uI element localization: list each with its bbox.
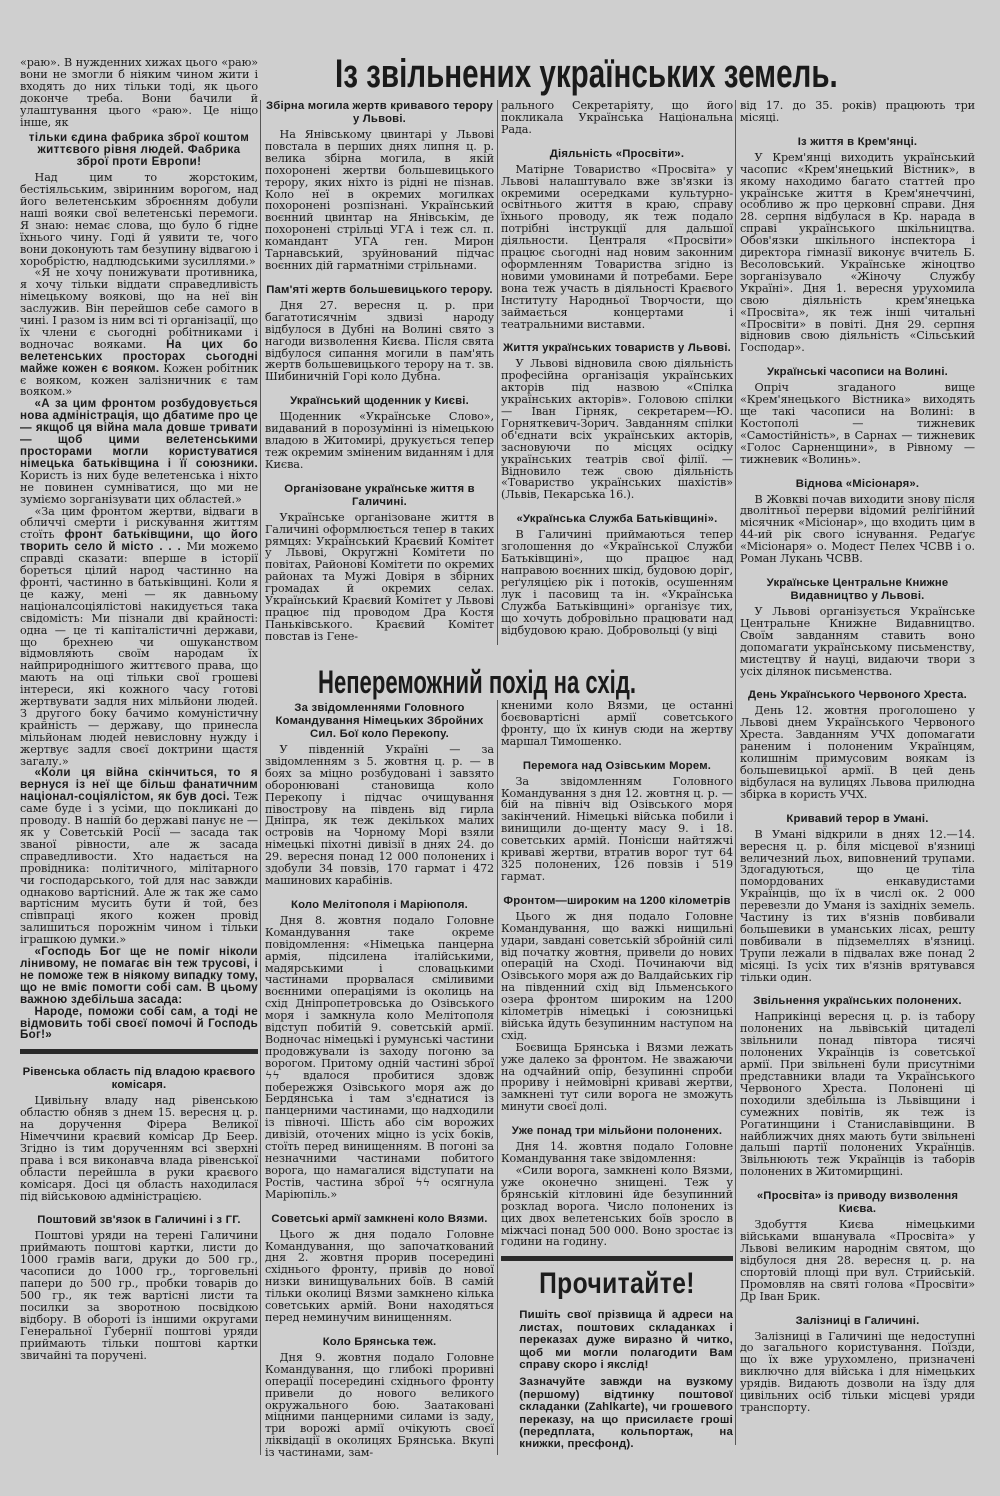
article-heading: Рівенська область під владою краєвого комісаря. [22,1066,256,1092]
text-run: Над цим то жорстоким, бестіяльським, звіринним ворогом, над його велетенським зброєнням добули наші вояки свої велетенські перемоги. Я знаю: немає слова, що було б гідне їхнього чину. Годі й уявити те, чого вони доконують там безупину відвагою і хоробрістю, надлюдськими зусиллями.» [20,171,258,268]
article-paragraph [740,1331,975,1414]
article-paragraph [501,100,733,136]
text-run: В Галичині приймаються тепер зголошення до «Української Служби Батьківщині», що працює над направою воєнних шкід, будовою доріг, реґуляцією рік і потоків, осушенням лук і пасовищ та ін. «Українська Служба Батьківщині» організує тих, що хочуть добровільно працювати над відбудовою краю. Добровольці (у віці [501,528,733,637]
article-paragraph [20,767,258,946]
article-paragraph [265,915,494,1201]
article-paragraph [265,129,494,272]
article-paragraph [20,1095,258,1202]
column-2-top [265,88,494,646]
text-run: У Львові організується Українське Центральне Книжне Видавництво. Своїм завданням ставить воно допомагати українському письменству, мистецтву й науці, видаючи твори з усіх ділянок письменства. [740,605,975,678]
article-paragraph [501,164,733,331]
article-paragraph [20,946,258,1006]
text-run: Дня 9. жовтня подало Головне Командування, що глибокі проривні операції посередині східнього фронту привели до нового великого окружального бою. Заатаковані міцними панцерними силами із заду, три ворожі армії очікують своєї ліквідації в околицях Брянська. Вкупі із частинами, зам- [265,1350,494,1460]
article-paragraph [740,1219,975,1302]
text-run: В Умані відкрили в днях 12.—14. вересня ц. р. біля місцевої в'язниці величезний льох, виповнений трупами. Здогадуються, що це тіла помордованих енкавудистами Українців, що їх в числі ок. 2 000 перевезли до Уманя із західніх земель. Частину із тих в'язнів повбивали большевики в уманських лісах, решту повбивали в підземеллях в'язниці. Трупи лежали в підвалах вже понад 2 місяці. Із усіх тих в'язнів врятувався тільки один. [740,827,975,984]
text-run: «Сили ворога, замкнені коло Вязми, уже оконечно знищені. Теж у брянській кітловині йде безупинний розклад ворога. Число полонених із цих двох велетенських боїв зросло в міжчасі понад 500 000. Воно зростає із години на годину. [501,1164,733,1249]
bold-text: «Коли ця війна скінчиться, то я вернуся із неї ще більш фанатичним націонал-соціялістом, як був досі. [20,766,258,804]
text-run: У Львові відновила свою діяльність професійна організація українських акторів під назвою «Спілка українських акторів». Головою спілки — Іван Гірняк, секретарем—Ю. Горняткевич-Зорич. Завданням спілки об'єднати всіх українських акторів, засновуючи по місцях осідку українських театрів свої філії. — Відновило теж свою діяльність «Товариство українських шахістів» (Львів, Пекарська 16.). [501,357,733,502]
article-heading: Збірна могила жертв кривавого терору у Львові. [266,100,493,125]
text-run: Здобуття Києва німецькими військами вшанувала «Просвіта» у Львові великим народнім святом, що відбулося дня 28. вересня ц. р. на спортовій площі при вул. Стрийській. Промовляв на святі голова «Просвіти» Др Іван Брик. [740,1218,975,1303]
bold-callout: тільки єдина фабрика зброї коштом життєвого рівня людей. Фабрика зброї проти Европи! [28,131,250,169]
article-heading: Залізниці в Галичині. [795,1314,920,1327]
text-run: Кожен робітник є вояком, кожен залізничник є там вояком.» [20,361,258,399]
article-paragraph [501,529,733,636]
text-run: Теж саме буде і з усіми, що покликані до проводу. В нашій бо державі панує не — як у Советській Росії — засада так званої рівности, але ж засада справедливости. Хто надається на провідника: політичного, мілітарного чи господарського, той для нас завжди однаково вартісний. Але ж так же само вартісним мусить бути й той, без співпраці якого кожен провід залишиться порожнім чином і тільки іграшкою думки.» [20,790,258,947]
notice-paragraph: Зазначуйте завжди на вузкому (першому) відтинку поштової складанки (Zahlkarte), чи грошевого переказу, на що присилаєте гроші (передплата, кольпортаж, на книжки, пресфонд). [519,1376,733,1451]
article-paragraph [265,411,494,471]
article-paragraph [265,1352,494,1459]
text-run: У південній Україні — за звідомленням з 5. жовтня ц. р. — в боях за міцно розбудовані і завзято оборонювані становища коло Перекопу і підчас очищування півострову на південь від гирла Дніпра, як теж декількох малих островів на Чорному Морі взяли німецькі піхотні дивізії в днях 24. до 29. вересня понад 12 000 полонених і здобули 34 повзів, 170 гармат і 472 машинових карабінів. [265,743,494,887]
column-4 [740,100,975,1450]
article-paragraph [740,494,975,565]
article-paragraph [20,57,258,128]
article-heading: Діяльність «Просвіти». [549,147,685,160]
text-run: Ми можемо справді сказати: вперше в історії бореться цілий народ частинно на фронті, частинно в батьківщині. Коли я це кажу, мені — як давньому націоналсоціялістові накидується така свідомість: Ми пізнали дві крайності: одна — це ті капіталістичні держави, що брехнею чи ошуканством відмовляють своїм народам їх найприроднішого життєвого права, що мають на оці тільки свої грошеві інтереси, які кожного часу готові жертвувати задля них мільйони людей. З другого боку бачимо комуністичну крайність — державу, що принесла мільйонам людей невисловну нужду і жертвує задля своєї доктрини щастя загалу.» [20,540,258,768]
article-paragraph [265,744,494,887]
text-run: Дня 14. жовтня подало Головне Командування таке звідомлення: [501,1140,733,1166]
notice-title: Прочитайте! [539,1267,695,1301]
text-run: кненими коло Вязми, це останні боєвовартісні армії советського фронту, що їх кинув сюди на жертву маршал Тимошенко. [501,700,733,748]
article-paragraph [740,606,975,677]
text-run: «За цим фронтом жертви, відваги в обличчі смерти і рискування життям стоїть [20,504,258,542]
text-run: Цього ж дня подало Головне Командування, що започаткований дня 2. жовтня прорив посередині східнього фронту, привів до нової низки винищувальних боїв. В самій тільки околиці Вязми замкнено кілька советських армій. Вони находяться перед неминучим винищенням. [265,1227,494,1324]
article-heading: Перемога над Озівським Морем. [522,759,712,772]
text-run: «раю». В нужденних хижах цього «раю» вони не змогли б ніяким чином жити і входять до них тільки тоді, як цього доконче треба. Вони бачили й улаштування цього «раю». Це ніщо інше, як [20,57,258,129]
column-divider [497,700,498,1455]
article-heading: День Українського Червоного Хреста. [748,689,967,702]
article-paragraph [265,300,494,383]
article-heading: За звідомленнями Головного Командування Німецьких Збройних Сил. Бої коло Перекопу. [275,702,484,740]
article-paragraph [740,100,975,124]
article-paragraph [20,1230,258,1361]
bold-text: «А за цим фронтом розбудовується нова адміністрація, що дбатиме про це — якщоб ця війна мала довше тривати — щоб цими велетенськими просторами могли користуватися німецька батьківщина і її союзники. [20,397,258,470]
text-run: від 17. до 35. років) працюють три місяці. [740,100,975,124]
text-run: За звідомленням Головного Командування з дня 12. жовтня ц. р. — бій на північ від Озівського моря закінчений. Німецькі війська побили і винищили до-щенту масу 9. і 18. советських армій. Понісши найтяжчі криваві жертви, втратив ворог тут 64 325 полонених, 126 повзів і 519 гармат. [501,774,733,883]
article-heading: Кривавий терор в Умані. [786,812,929,825]
text-run: Цивільну владу над рівенською областю обняв з днем 15. вересня ц. р. на доручення Фірера Великої Німеччини краєвий комісар Др Беер. Згідно із тим дорученням всі зверхні права і вся виконавча влада рівенської области перейшла в руки краєвого комісаря. Досі ця область находилася під військовою адміністрацією. [20,1094,258,1203]
text-run: Поштові уряди на терені Галичини приймають поштові картки, листи до 1000 грамів ваги, друки до 500 гр., часописи до 1000 гр., торговельні папери до 500 гр., пробки товарів до 500 гр., як теж вартісні листи та посилки за зворотною посвідкою відбору. В обороті із іншими округами Генеральної Губернії поштові уряди приймають тільки поштові картки звичайні та поручені. [20,1229,258,1362]
text-run: Дня 8. жовтня подало Головне Командування таке окреме повідомлення: «Німецька панцерна армія, підсилена італійськими, мадярськими і словацькими частинами прорвалася сміливими воєнними операціями із околиць на схід Дніпропетровська до Озівського моря і замкнула коло Мелітополя відступ побитій 9. советській армії. Водночас німецькі і румунські частини продовжували із заходу погоню за ворогом. Притому одній частині зброї ϟϟ вдалося пробитися здовж побережжя Озівського моря аж до Бердянська і там з'єднатися із панцерними частинами, що надходили із півночі. Шість або сім ворожих дивізій, оточених міцно із усіх боків, стоїть перед винищенням. В погоні за незначними частинами побитого ворога, що намагалися відступати на Ростів, частина зброї ϟϟ осягнула Маріюпіль.» [265,913,494,1201]
article-heading: Звільнення українських полонених. [753,995,962,1008]
text-run: День 12. жовтня проголошено у Львові днем Українського Червоного Хреста. Завданням УЧХ допомагати раненим і полоненим Українцям, колишнім примусовим воякам із большевицької армії. В цей день відбулася на вулицях Львова прилюдна збірка в користь УЧХ. [740,704,975,801]
article-heading: «Просвіта» із приводу визволення Києва. [756,1190,959,1216]
article-paragraph [265,512,494,643]
text-run: Щоденник «Українське Слово», видаваний в порозумінні із німецькою владою в Житомирі, друкується тепер теж окремим зміненим виданням і для Києва. [265,410,494,471]
article-paragraph [20,398,258,505]
article-paragraph [20,172,258,267]
text-run: У Крем'янці виходить український часопис «Крем'янецький Вістник», в якому находимо багато статтей про українське життя в Крем'янеччині, особливо ж про церковні справи. Дня 28. серпня відбулася в Кр. нарада в справі українського шкільництва. Обов'язки шкільного інспектора і директора гімназії виконує вчитель Б. Весоловський. Українське жіноцтво зорганізувало «Жіночу Службу Україні». Дня 1. вересня урухомила свою діяльність крем'янецька «Просвіта», як теж інші читальні «Просвіти» в повіті. Дня 29. серпня відновив свою діяльність «Сільський Господар». [740,150,975,355]
bold-text: Народе, поможи собі сам, а тоді не відмовить тобі своєї помочі й Господь Бог!» [20,1004,258,1042]
article-heading: Українське Центральне Книжне Видавництво у Львові. [766,577,949,602]
war-headline: Непереможний похід на схід. [318,664,636,700]
article-heading: Український щоденник у Києві. [290,395,469,408]
column-divider [260,100,261,1455]
article-paragraph [740,1011,975,1178]
article-paragraph [501,776,733,883]
article-paragraph [740,382,975,465]
text-run: Дня 27. вересня ц. р. при багатотисячнім здвизі народу відбулося в Дубні на Волині свято з нагоди визволення Києва. Після свята відбулося сипання могили в пам'ять жертв большевицького терору на т. зв. Шибиничній Горі коло Дубна. [265,298,494,384]
article-heading: Пам'яті жертв большевицького терору. [266,283,493,296]
bold-text: На цих бо велетенських просторах сьогодні майже кожен є вояком. [20,337,258,375]
article-heading: Коло Брянська теж. [322,1335,437,1348]
column-divider [735,100,736,1445]
bold-text: «Господь Бог ще не поміг ніколи лінивому, не помагає він теж трусові, і не поможе теж в ніякому випадку тому, що не вміє помогти собі сам. В цьому важною здебільша засада: [20,945,258,1006]
article-heading: Коло Мелітополя і Маріюполя. [291,898,468,911]
article-paragraph [501,700,733,748]
text-run: Наприкінці вересня ц. р. із табору полонених на львівській цитаделі звільнили понад півтора тисячі полонених Українців із советської армії. При звільнені були присутніми представники влади та Українського Червоного Хреста. Полонені ці походили здебільша із Львівщини і сумежних повітів, як теж із Рогатинщини і Станиславівщини. В найближчих днях мають бути звільнені дальші партії полонених Українців. Звільнюють теж Українців із таборів полонених в Житомирщині. [740,1010,975,1179]
article-paragraph [740,705,975,800]
text-run: Боєвища Брянська і Вязми лежать уже далеко за фронтом. Не зважаючи на одчайний опір, безупинні спроби прориву і неймовірні криваві жертви, замкнені тут сили ворога не зможуть минути своєї долі. [501,1040,733,1114]
text-run: На Янівському цвинтарі у Львові повстала в перших днях липня ц. р. велика збірна могила, в якій похоронені жертви большевицького терору, яких ніхто із рідні не пізнав. Коло неї в окремих могилках похоронені розпізнані. Український воєнний цвинтар на Янівськім, де похоронені стрільці УГА і теж сл. п. командант УГА ген. Мирон Тарнавський, зруйнований підчас воєнних дій гарматніми стрільнами. [265,128,494,272]
text-run: Користь із них буде велетенська і ніхто не повинен сумніватися, що ми не зуміємо зорганізувати цих областей.» [20,468,258,506]
article-paragraph [501,358,733,501]
column-divider [497,100,498,645]
text-run: Українське організоване життя в Галичині оформлюється тепер в таких рямцях: Український Краєвий Комітет у Львові, Округжні Комітети по повітах, Районові Комітети по окремих районах та Мужі Довіря в збірних громадах й окремих селах. Український Краєвий Комітет у Львові працює під проводом Дра Костя Паньківського. Краєвий Комітет повстав із Гене- [265,510,494,643]
text-run: Залізниці в Галичині ще недоступні до загального користування. Поїзди, що їх вже урухомлено, призначені виключно для війська і для німецьких урядів. Видають дозволи на їзду для цивільних осіб тільки місцеві уряди транспорту. [740,1329,975,1414]
article-heading: Організоване українське життя в Галичині. [284,482,475,508]
article-paragraph [20,1006,258,1042]
text-run: Опріч згаданого вище «Крем'янецького Вістника» виходять ще такі часописи на Волині: в Костополі — тижневик «Самостійність», в Сарнах — тижневик «Голос Сарненщини», в Рівному — тижневик «Волинь». [740,381,975,466]
column-1 [20,57,258,1417]
article-paragraph [501,1042,733,1113]
text-run: Цього ж дня подало Головне Командування, що важкі нищильні удари, завдані советській збройній силі від початку жовтня, привели до нових операцій на Сході. Починаючи від Озівського моря аж до Валдайських гір на південний схід від Ільменського озера фронтом широким на 1200 кілометрів німецькі і союзницькі війська йдуть безупинним наступом на схід. [501,909,733,1042]
text-run: Матірне Товариство «Просвіта» у Львові налаштувало вже зв'язки із окремими осередками культурно-освітнього життя в краю, справу їхнього проводу, як теж подало потрібні інструкції для дальшої діяльности. Централя «Просвіти» працює сьогодні над новим законним оформленням Товариства згідно із новими умовинами й потребами. Бере вона теж участь в діяльності Краєвого Інституту Народньої Творчости, що займається концертами і театральними виставми. [501,162,733,331]
article-paragraph [501,1165,733,1248]
text-run: рального Секретаріяту, що його покликала Українська Національна Рада. [501,100,733,136]
text-run: В Жовкві почав виходити знову після дволітньої перерви відомий релігійний місячник «Місіонар», що входить цим в 44-ий рік свого існування. Редаґує «Місіонаря» о. Модест Пелех ЧСВВ і о. Роман Лукань ЧСВВ. [740,492,975,566]
article-heading: Уже понад три мільйони полонених. [511,1125,723,1138]
article-heading: Фронтом—широким на 1200 кілометрів [503,894,731,907]
article-heading: Українські часописи на Волині. [767,366,948,379]
article-paragraph [740,152,975,354]
article-heading: «Українська Служба Батьківщині». [516,513,718,526]
section-rule [501,1256,733,1261]
main-headline: Із звільнених українських земель. [335,52,838,96]
article-paragraph [265,1229,494,1324]
bold-text: фронт батьківщини, що його творить село й місто . . . [20,528,258,554]
article-heading: Віднова «Місіонаря». [795,477,920,490]
article-heading: Поштовий зв'язок в Галичині і з ГГ. [37,1214,241,1227]
article-paragraph [740,829,975,984]
text-run: «Я не хочу понижувати противника, я хочу тільки віддати справедливість німецькому воякові, що на неї він заслужив. Він перейшов себе самого в чині. І разом із ним всі ті організації, що їх члени є сьогодні робітниками і водночас вояками. [20,266,258,351]
column-3-bottom [501,700,733,1460]
article-heading: Із життя в Крем'янці. [797,135,918,148]
column-2-bottom [265,690,494,1460]
section-rule [20,1049,258,1054]
article-heading: Советські армії замкнені коло Вязми. [271,1212,488,1225]
notice-paragraph: Пишіть свої прізвища й адреси на листах, поштових складанках і переказах дуже виразно й читко, щоб ми могли полагодити Вам справу скоро і якслід! [519,1309,733,1371]
article-paragraph [20,267,258,398]
article-paragraph [501,911,733,1042]
article-heading: Життя українських товариств у Львові. [502,342,732,355]
article-paragraph [20,506,258,768]
article-paragraph [501,1141,733,1165]
column-3-top [501,100,733,646]
